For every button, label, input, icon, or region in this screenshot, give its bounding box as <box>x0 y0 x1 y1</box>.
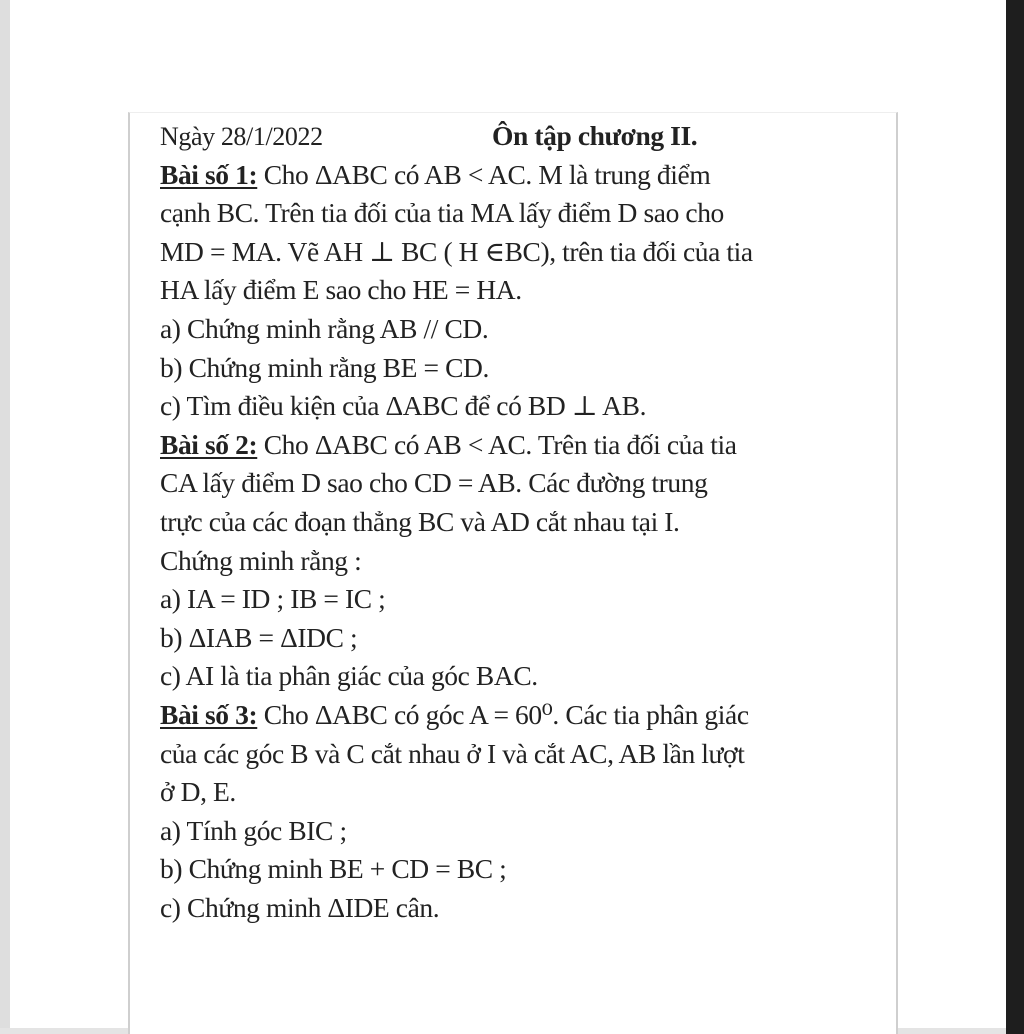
problem-2-part-c: c) AI là tia phân giác của góc BAC. <box>160 660 538 692</box>
problem-2-first-line <box>160 426 900 465</box>
document-page <box>128 112 898 1034</box>
problem-1-first-line <box>160 156 900 195</box>
problem-3-line-1: Cho ΔABC có góc A = 60⁰. Các tia phân giác <box>257 698 749 730</box>
problem-2-line-1: Cho ΔABC có AB < AC. Trên tia đối của tia <box>257 428 737 460</box>
problem-1-line-3: MD = MA. Vẽ AH ⊥ BC ( H ∈BC), trên tia đối của tia <box>160 235 753 267</box>
problem-2-label: Bài số 2: <box>160 428 258 460</box>
problem-3-label: Bài số 3: <box>160 698 258 730</box>
right-edge-strip <box>1006 0 1024 1034</box>
problem-3-part-a: a) Tính góc BIC ; <box>160 814 347 846</box>
problem-3-first-line <box>160 696 900 735</box>
document-content <box>160 117 900 927</box>
date-text: Ngày 28/1/2022 <box>160 122 323 151</box>
problem-1-line-2: cạnh BC. Trên tia đối của tia MA lấy điểm D sao cho <box>160 197 724 229</box>
problem-3-part-c: c) Chứng minh ΔIDE cân. <box>160 891 440 923</box>
problem-2-part-b: b) ΔIAB = ΔIDC ; <box>160 621 358 653</box>
left-edge-strip <box>0 0 10 1034</box>
problem-2-part-a: a) IA = ID ; IB = IC ; <box>160 583 386 615</box>
problem-2-line-3: trực của các đoạn thẳng BC và AD cắt nhau tại I. <box>160 505 680 537</box>
document-title: Ôn tập chương II. <box>492 120 698 151</box>
document-header <box>160 117 900 156</box>
problem-1-part-a: a) Chứng minh rằng AB // CD. <box>160 312 489 344</box>
problem-1-part-b: b) Chứng minh rằng BE = CD. <box>160 351 489 383</box>
problem-2-line-4: Chứng minh rằng : <box>160 544 362 576</box>
problem-3-line-3: ở D, E. <box>160 776 236 808</box>
problem-2-line-2: CA lấy điểm D sao cho CD = AB. Các đường trung <box>160 467 708 499</box>
problem-1-label: Bài số 1: <box>160 158 258 190</box>
problem-1-part-c: c) Tìm điều kiện của ΔABC để có BD ⊥ AB. <box>160 390 647 422</box>
problem-3-line-2: của các góc B và C cắt nhau ở I và cắt AC, AB lần lượt <box>160 737 745 769</box>
problem-1-line-4: HA lấy điểm E sao cho HE = HA. <box>160 274 522 306</box>
problem-1-line-1: Cho ΔABC có AB < AC. M là trung điểm <box>257 158 711 190</box>
problem-3-part-b: b) Chứng minh BE + CD = BC ; <box>160 853 507 885</box>
